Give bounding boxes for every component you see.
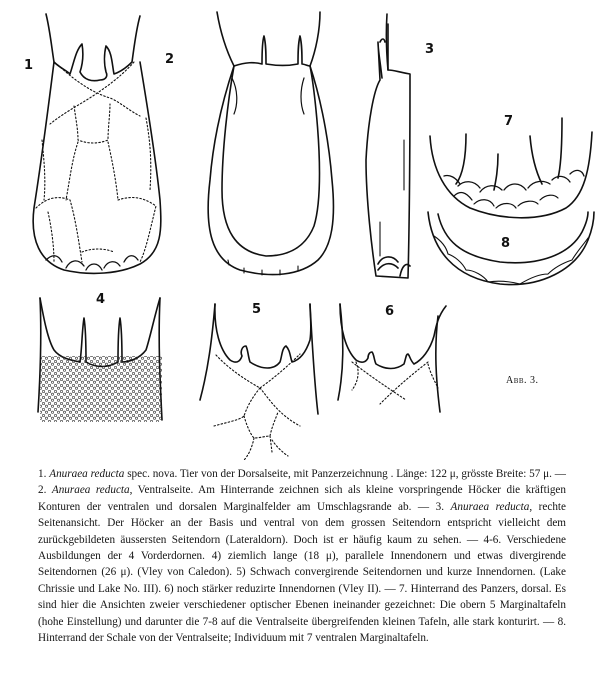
figure-number-8: 8 [501,236,511,251]
species-name: Anuraea reducta [450,500,530,513]
figure-4-drawing [38,298,162,422]
figure-8-drawing [428,212,594,285]
species-name: Anuraea reducta [49,468,125,480]
figure-1-drawing [33,14,161,273]
figure-7-drawing [430,118,592,218]
caption-segment: spec. nova. Tier von der Dorsalseite, mit Panzerzeichnung . Länge: 122 μ, grösste Breite: 57 μ. — 2. [38,468,566,497]
figure-caption [38,466,566,646]
figure-label: Abb. 3. [506,375,539,386]
caption-segment: 1. [38,468,50,480]
figure-3-drawing [366,14,410,278]
figure-5-drawing [200,304,318,460]
figure-number-6: 6 [385,304,395,319]
species-name: Anuraea reducta [51,484,130,497]
figure-number-4: 4 [96,292,106,307]
figure-number-1: 1 [24,58,34,73]
figure-number-7: 7 [504,114,514,129]
figure-6-drawing [338,304,446,412]
caption-paragraph [38,466,566,646]
figure-2-drawing [208,12,333,275]
caption-segment: , Ventralseite. Am Hinterrande zeichnen sich als kleine vorspringende Höcker die kräftigen Konturen der ventralen und dorsalen Marginalfelder am Umschlagsrande ab. — 3. [38,484,566,513]
caption-segment: , rechte Seitenansicht. Der Höcker an der Basis und ventral von dem grossen Seitendorn entspricht vielleicht dem zurückgebildeten äussersten Seitendorn (Lateraldorn). Doch ist er häufig kaum zu sehen. — 4-6. Verschiedene Ausbildungen der 4 Vorderdornen. 4) ziemlich lange (18 μ), parallele Innendonern und etwas divergirende Seitendornen (26 μ). (Vley von Caledon). 5) Schwach convergirende Seitendornen und kurze Innendornen. (Lake Chrissie und Lake No. III). 6) noch stärker reduzirte Innendornen (Vley II). — 7. Hinterrand des Panzers, dorsal. Es sind hier die Ansichten zweier verschiedener optischer Ebenen ineinander gezeichnet: Die obern 5 Marginaltafeln (hohe Einstellung) und darunter die 7-8 auf die Ventralseite übergreifenden kleinen Tafeln, alle stark konturirt. — 8. Hinterrand der Schale von der Ventralseite; Individuum mit 7 ventralen Marginaltafeln. [38,500,566,645]
figure-number-3: 3 [425,42,435,57]
figure-number-2: 2 [165,52,175,67]
figure-number-5: 5 [252,302,262,317]
